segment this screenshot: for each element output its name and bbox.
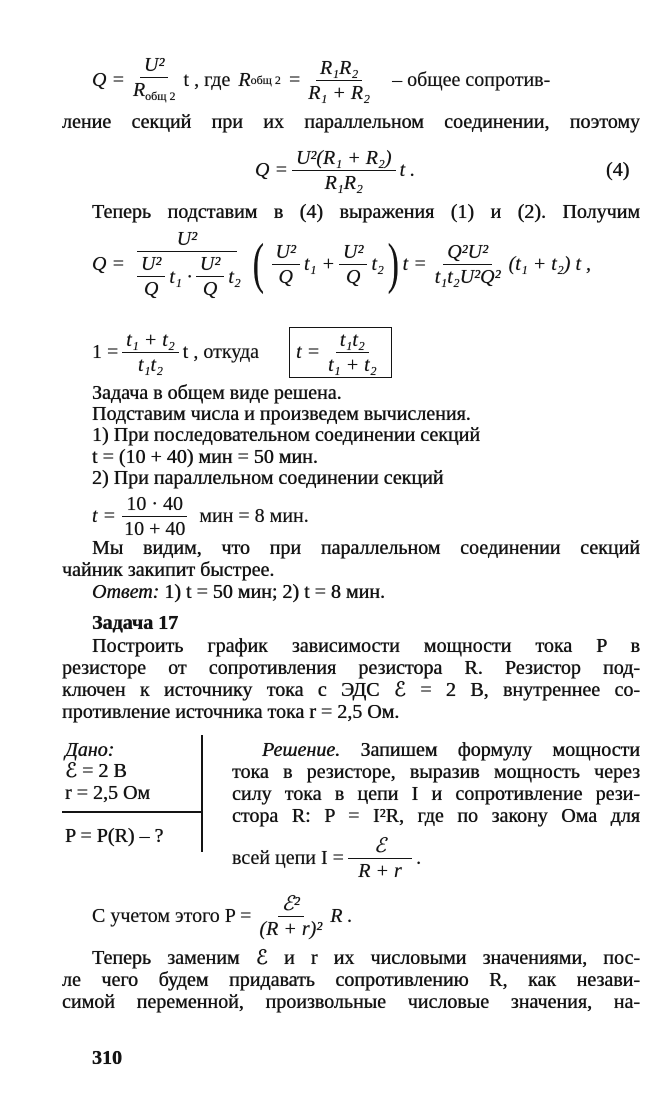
text-line: противление источника тока r = 2,5 Ом. bbox=[62, 701, 400, 723]
text-line: ле чего будем придавать сопротивлению R, как незави- bbox=[62, 969, 640, 991]
denominator: R₁R₂ bbox=[324, 171, 363, 194]
divider bbox=[201, 735, 203, 852]
symbol: R bbox=[132, 78, 146, 101]
given-label: Дано: bbox=[65, 739, 115, 761]
given-item: ℰ = 2 В bbox=[65, 760, 127, 782]
divider bbox=[62, 811, 202, 813]
denominator: R₁ + R₂ bbox=[308, 81, 371, 104]
formula-text: – общее сопротив- bbox=[392, 68, 551, 91]
formula-text: t₂ bbox=[371, 252, 384, 275]
formula-text: t₁ · bbox=[169, 265, 192, 288]
text-line: силу тока в цепи I и сопротивление рези- bbox=[232, 783, 640, 805]
equals: = bbox=[288, 68, 301, 91]
text-line: резисторе от сопротивления резистора R. Резистор под- bbox=[62, 657, 640, 679]
subscript: общ 2 bbox=[250, 72, 281, 87]
answer-line bbox=[92, 581, 385, 603]
denominator: Q bbox=[202, 278, 218, 300]
numerator: t₁t₂ bbox=[336, 328, 369, 353]
text-line: t = (10 + 40) мин = 50 мин. bbox=[92, 446, 318, 468]
numerator: R₁R₂ bbox=[316, 56, 362, 81]
text-line: Подставим числа и произведем вычисления. bbox=[92, 403, 471, 425]
denominator: t₁ + t₂ bbox=[328, 353, 377, 376]
denominator: (R + r)² bbox=[259, 917, 323, 940]
solution-first-line bbox=[262, 739, 640, 761]
formula-text: t . bbox=[399, 158, 416, 181]
formula-lhs: t = bbox=[92, 504, 117, 527]
numerator: U² bbox=[196, 252, 224, 277]
find-item: P = P(R) – ? bbox=[65, 825, 164, 847]
subscript: общ 2 bbox=[145, 88, 176, 103]
denominator: Q bbox=[143, 278, 159, 300]
answer-label: Ответ: bbox=[92, 581, 160, 603]
numerator: U²(R₁ + R₂) bbox=[292, 146, 396, 171]
formula-text: t = bbox=[402, 252, 427, 275]
text-line: 2) При параллельном соединении секций bbox=[92, 467, 444, 489]
formula-numeric bbox=[92, 488, 309, 544]
denominator: 10 + 40 bbox=[124, 517, 186, 540]
fraction bbox=[292, 146, 396, 195]
denominator: R + r bbox=[358, 859, 402, 882]
fraction bbox=[431, 240, 505, 289]
formula-text: . bbox=[416, 846, 422, 869]
equation-label: (4) bbox=[606, 159, 630, 181]
fraction bbox=[122, 328, 179, 377]
denominator: t₁t₂ bbox=[138, 353, 164, 376]
formula-result bbox=[92, 324, 392, 380]
numerator: ℰ bbox=[348, 834, 412, 859]
numerator: t₁ + t₂ bbox=[122, 328, 179, 353]
formula-text: (t₁ + t₂) t , bbox=[508, 252, 592, 275]
page-number: 310 bbox=[92, 1047, 122, 1069]
fraction bbox=[348, 834, 412, 883]
text-line: ление секций при их параллельном соединении, поэтому bbox=[62, 111, 640, 133]
numerator: U² bbox=[137, 252, 165, 277]
fraction bbox=[120, 492, 189, 541]
fraction bbox=[137, 252, 165, 301]
solution-label: Решение. bbox=[262, 739, 341, 761]
fraction bbox=[255, 892, 326, 941]
text-line: Задача в общем виде решена. bbox=[92, 382, 342, 404]
formula-text: t , откуда bbox=[182, 340, 260, 363]
formula-lhs: Q = bbox=[92, 68, 125, 91]
text: Запишем формулу мощности bbox=[360, 739, 641, 761]
formula-text: t₁ + bbox=[304, 252, 336, 275]
formula-heat-parallel bbox=[92, 52, 550, 108]
fraction bbox=[304, 56, 374, 105]
formula-substitution: Q = U² $\frac{\text{U²}}{Q}$ t₁ · $\frac{\text{U²}}{Q}$ t₂ ( $\frac{\text{U²}}{Q}$ t₁ + $\frac{\text{U²}}{Q}$ t₂ ) t = $\frac{\text{Q²U²}}{\text{t₁t₂U²Q²}}$ (t₁ + t₂) t , bbox=[92, 228, 592, 300]
fraction bbox=[339, 240, 367, 289]
numerator: ℰ² bbox=[278, 892, 304, 917]
fraction bbox=[272, 240, 300, 289]
task-title: Задача 17 bbox=[92, 612, 179, 634]
fraction bbox=[324, 328, 381, 377]
formula-4 bbox=[255, 142, 415, 198]
denominator: Q bbox=[346, 265, 361, 288]
text-line: Построить график зависимости мощности тока P в bbox=[92, 635, 640, 657]
symbol: R bbox=[238, 68, 251, 91]
text-line: симой переменной, произвольные числовые значения, на- bbox=[62, 991, 640, 1013]
formula-text: мин = 8 мин. bbox=[199, 504, 309, 527]
fraction bbox=[129, 53, 180, 108]
denominator: t₁t₂U²Q² bbox=[434, 265, 501, 288]
formula-lhs: Q = bbox=[255, 158, 288, 181]
text-line: стора R: P = I²R, где по закону Ома для bbox=[232, 805, 640, 827]
denominator: Q bbox=[278, 265, 293, 288]
formula-power bbox=[92, 886, 352, 946]
fraction bbox=[129, 227, 245, 301]
numerator: U² bbox=[140, 53, 168, 78]
formula-lhs: С учетом этого P = bbox=[92, 904, 252, 927]
denominator bbox=[129, 78, 180, 108]
text-line: тока в резисторе, выразив мощность через bbox=[232, 761, 640, 783]
text-line: 1) При последовательном соединении секций bbox=[92, 424, 481, 446]
numerator: U² bbox=[137, 227, 237, 252]
numerator: Q²U² bbox=[443, 240, 492, 265]
numerator: U² bbox=[339, 240, 367, 265]
text-line: чайник закипит быстрее. bbox=[62, 559, 275, 581]
formula-text: t₂ bbox=[228, 265, 241, 288]
given-item: r = 2,5 Ом bbox=[65, 782, 151, 804]
numerator: U² bbox=[272, 240, 300, 265]
boxed-result bbox=[289, 327, 392, 378]
formula-text: t , где bbox=[183, 68, 231, 91]
formula-ohm-law bbox=[232, 830, 421, 886]
formula-lhs: Q = bbox=[92, 252, 125, 275]
formula-lhs: t = bbox=[296, 340, 321, 363]
formula-lhs: 1 = bbox=[92, 340, 119, 363]
text-line: Мы видим, что при параллельном соединении секций bbox=[92, 537, 640, 559]
text-line: ключен к источнику тока с ЭДС ℰ = 2 В, внутреннее со- bbox=[62, 679, 640, 701]
text-line: Теперь заменим ℰ и r их числовыми значениями, пос- bbox=[92, 947, 640, 969]
fraction bbox=[196, 252, 224, 301]
numerator: 10 · 40 bbox=[122, 492, 187, 517]
text-line: Теперь подставим в (4) выражения (1) и (2). Получим bbox=[92, 201, 640, 223]
formula-lhs: всей цепи I = bbox=[232, 846, 344, 869]
formula-text: R . bbox=[330, 904, 353, 927]
answer-text: 1) t = 50 мин; 2) t = 8 мин. bbox=[164, 581, 385, 603]
denominator bbox=[129, 252, 245, 301]
